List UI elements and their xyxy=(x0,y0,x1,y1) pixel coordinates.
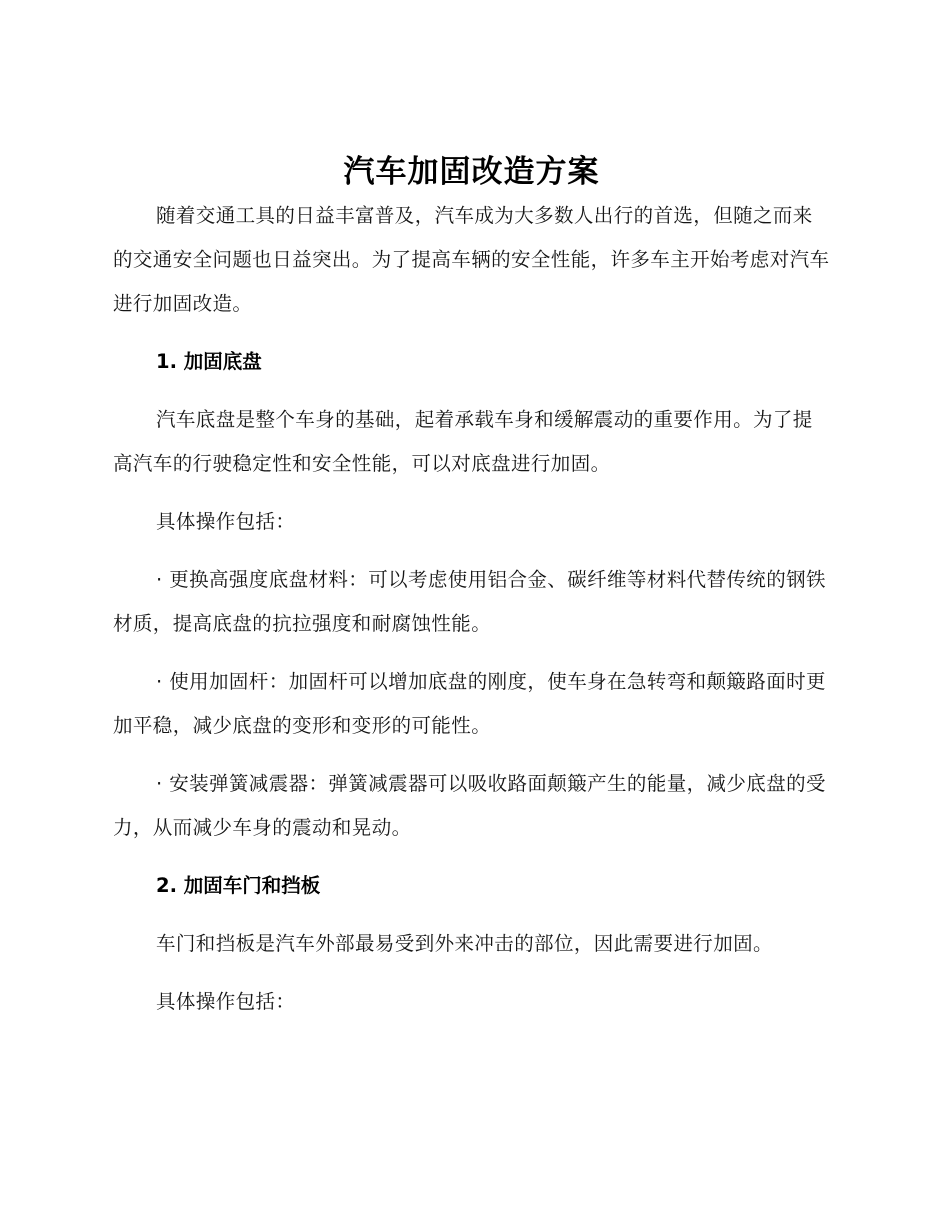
section-heading-chassis: 1. 加固底盘 xyxy=(156,350,262,373)
doors-steps-label: 具体操作包括： xyxy=(156,990,296,1013)
chassis-steps-label: 具体操作包括： xyxy=(156,510,296,533)
chassis-item-shock-absorber: · 安装弹簧减震器：弹簧减震器可以吸收路面颠簸产生的能量，减少底盘的受力，从而减少车身的震动和晃动。 xyxy=(113,772,826,839)
chassis-item-brace: · 使用加固杆：加固杆可以增加底盘的刚度，使车身在急转弯和颠簸路面时更加平稳，减少底盘的变形和变形的可能性。 xyxy=(113,670,826,737)
section-heading-doors: 2. 加固车门和挡板 xyxy=(156,874,321,897)
intro-paragraph: 随着交通工具的日益丰富普及，汽车成为大多数人出行的首选，但随之而来的交通安全问题也日益突出。为了提高车辆的安全性能，许多车主开始考虑对汽车进行加固改造。 xyxy=(113,204,830,315)
chassis-item-material: · 更换高强度底盘材料：可以考虑使用铝合金、碳纤维等材料代替传统的钢铁材质，提高底盘的抗拉强度和耐腐蚀性能。 xyxy=(113,568,826,635)
document-body xyxy=(113,150,830,1024)
doors-description: 车门和挡板是汽车外部最易受到外来冲击的部位，因此需要进行加固。 xyxy=(156,932,773,955)
document-title: 汽车加固改造方案 xyxy=(343,154,600,190)
chassis-description: 汽车底盘是整个车身的基础，起着承载车身和缓解震动的重要作用。为了提高汽车的行驶稳定性和安全性能，可以对底盘进行加固。 xyxy=(113,408,813,475)
